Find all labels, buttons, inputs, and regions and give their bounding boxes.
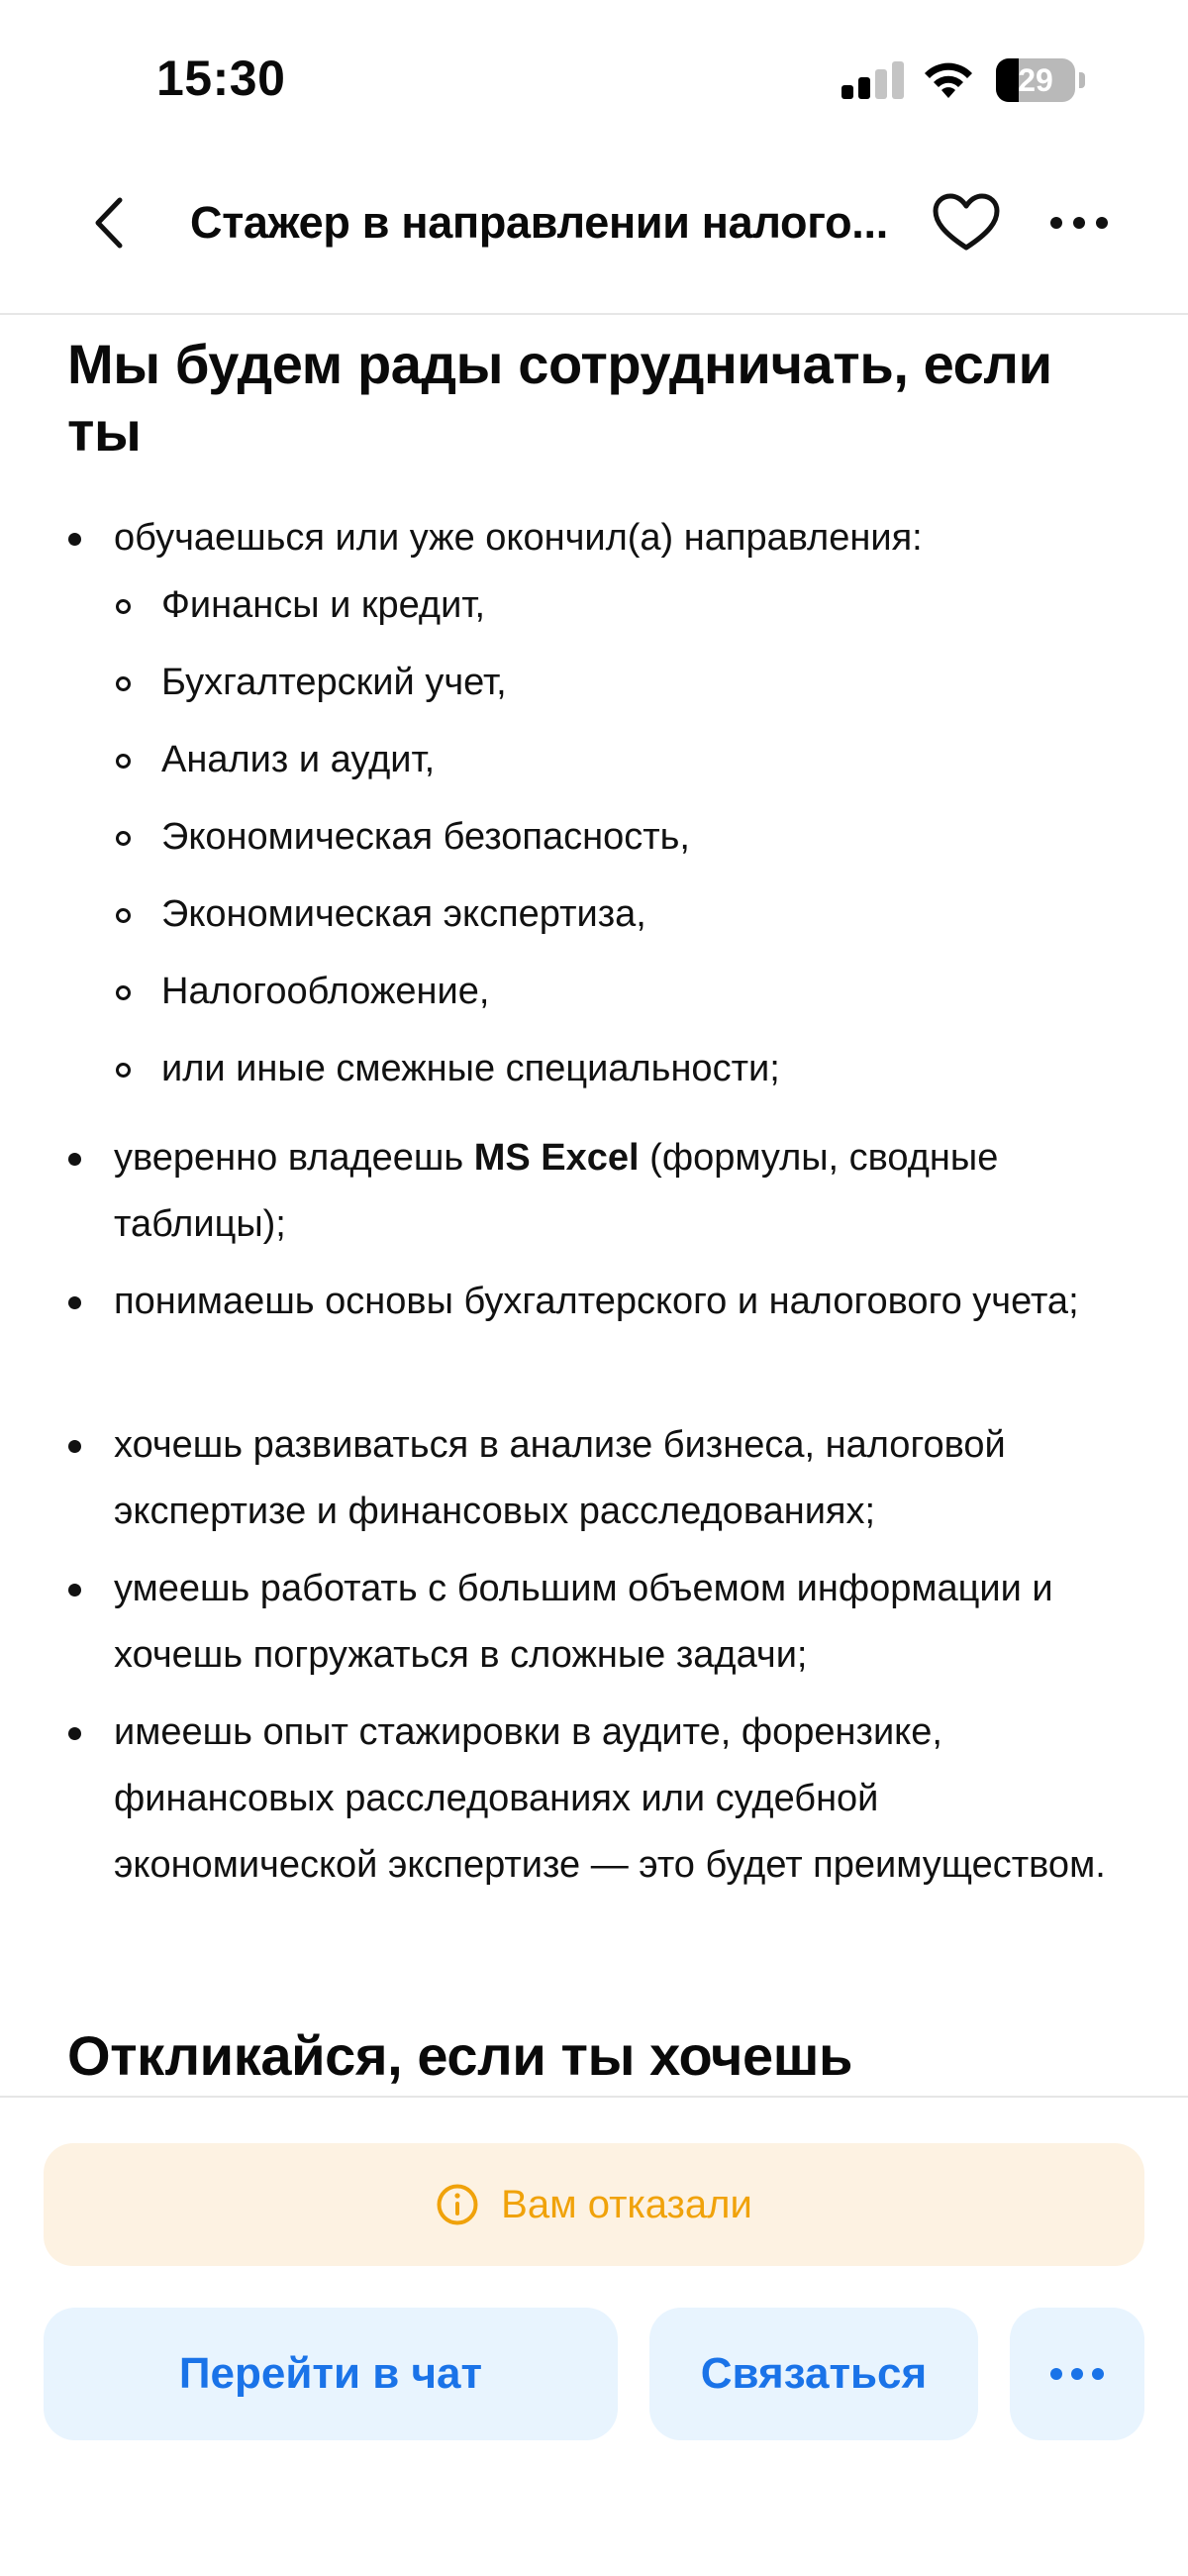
- go-to-chat-button[interactable]: Перейти в чат: [44, 2308, 618, 2440]
- application-status-banner: [44, 2143, 1144, 2266]
- list-item: хочешь развиваться в анализе бизнеса, налоговой экспертизе и финансовых расследованиях;: [114, 1412, 1124, 1545]
- vacancy-description[interactable]: [0, 317, 1188, 2096]
- top-app-bar: [0, 158, 1188, 315]
- section-title-requirements: Мы будем рады сотрудничать, если ты: [67, 333, 1052, 463]
- info-icon: [436, 2183, 479, 2226]
- more-horizontal-icon: [1049, 216, 1109, 230]
- back-button[interactable]: [79, 178, 139, 267]
- sub-list-item: Финансы и кредит,: [161, 572, 1132, 639]
- wifi-icon: [921, 57, 976, 101]
- more-options-button[interactable]: [1040, 178, 1119, 267]
- page-title: Стажер в направлении налого...: [190, 197, 888, 248]
- sub-list-item: или иные смежные специальности;: [161, 1036, 1132, 1102]
- status-bar: [0, 0, 1188, 158]
- list-item: обучаешься или уже окончил(а) направления:: [114, 505, 1124, 571]
- more-horizontal-icon: [1049, 2367, 1105, 2381]
- sub-list-item: Экономическая безопасность,: [161, 804, 1132, 871]
- heart-icon: [932, 193, 1001, 253]
- favorite-button[interactable]: [927, 178, 1006, 267]
- list-item: уверенно владеешь MS Excel (формулы, сводные таблицы);: [114, 1125, 1124, 1258]
- more-actions-button[interactable]: [1010, 2308, 1144, 2440]
- cellular-signal-icon: [842, 61, 905, 99]
- sub-list-item: Бухгалтерский учет,: [161, 650, 1132, 716]
- application-status-text: Вам отказали: [501, 2182, 752, 2226]
- sub-list-item: Экономическая экспертиза,: [161, 881, 1132, 948]
- battery-level: 29: [1018, 62, 1053, 98]
- section-title-apply: Откликайся, если ты хочешь: [67, 2024, 853, 2087]
- highlight-ms-excel: MS Excel: [473, 1137, 640, 1179]
- chevron-left-icon: [92, 196, 126, 250]
- bottom-action-panel: [0, 2096, 1188, 2576]
- list-item: умеешь работать с большим объемом информации и хочешь погружаться в сложные задачи;: [114, 1556, 1124, 1689]
- status-time: 15:30: [156, 51, 286, 106]
- list-item: имеешь опыт стажировки в аудите, форензике, финансовых расследованиях или судебной экономической экспертизе — это будет преимуществом.: [114, 1700, 1124, 1899]
- sub-list-item: Анализ и аудит,: [161, 727, 1132, 793]
- sub-list-item: Налогообложение,: [161, 959, 1132, 1025]
- list-item: понимаешь основы бухгалтерского и налогового учета;: [114, 1269, 1124, 1335]
- contact-button[interactable]: Связаться: [649, 2308, 978, 2440]
- battery-icon: [996, 58, 1083, 102]
